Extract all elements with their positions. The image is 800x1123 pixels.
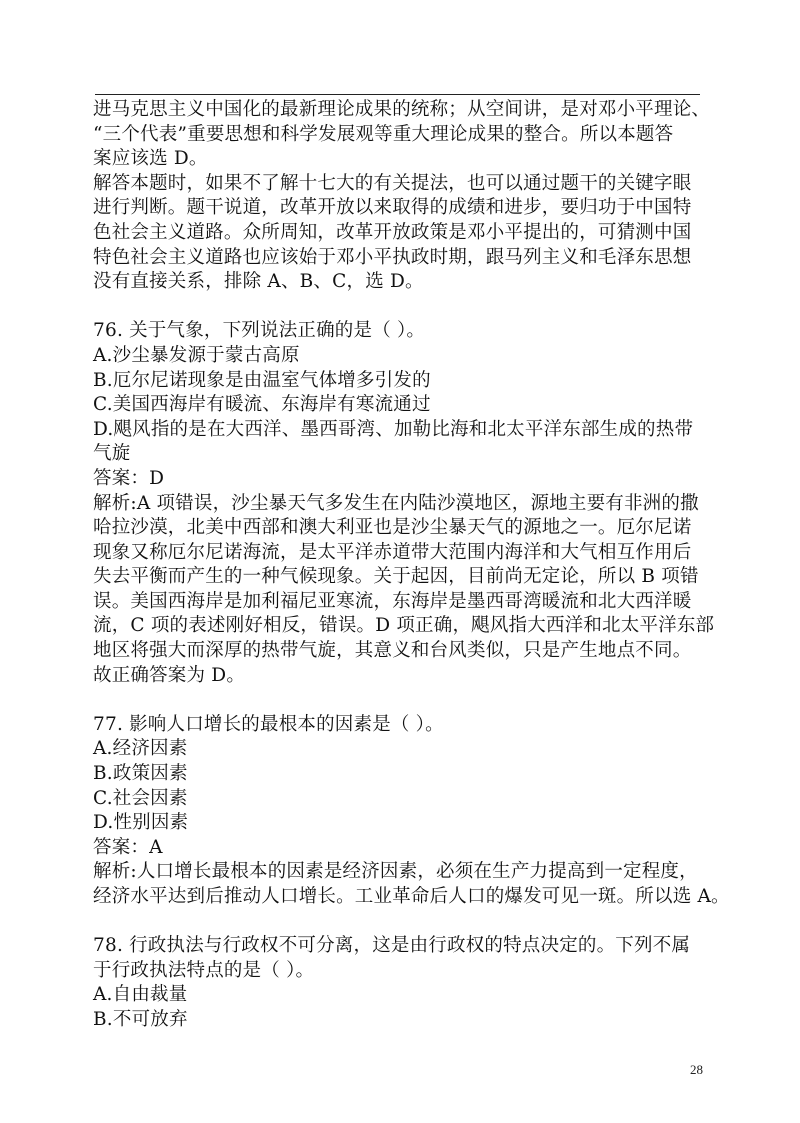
intro-section (93, 98, 711, 295)
text-line: 特色社会主义道路也应该始于邓小平执政时期，跟马列主义和毛泽东思想 (93, 246, 692, 268)
explanation-line: 经济水平达到后推动人口增长。工业革命后人口的爆发可见一斑。所以选 A。 (93, 886, 730, 907)
answer: 答案：D (93, 467, 165, 489)
question-76 (93, 319, 715, 688)
option-d: D.性别因素 (93, 812, 189, 834)
question-stem: 76. 关于气象，下列说法正确的是（ ）。 (93, 320, 426, 342)
text-line: 色社会主义道路。众所周知，改革开放政策是邓小平提出的，可猜测中国 (93, 221, 692, 243)
option-b: B.厄尔尼诺现象是由温室气体增多引发的 (93, 369, 431, 391)
answer: 答案：A (93, 836, 163, 858)
explanation-line: 误。美国西海岸是加利福尼亚寒流，东海岸是墨西哥湾暖流和北大西洋暖 (93, 590, 692, 612)
page-content (93, 98, 730, 1033)
top-rule (95, 94, 700, 95)
option-a: A.经济因素 (93, 738, 188, 760)
paragraph-gap (93, 295, 705, 320)
explanation-line: 失去平衡而产生的一种气候现象。关于起因，目前尚无定论，所以 B 项错 (93, 566, 699, 588)
option-b: B.政策因素 (93, 763, 188, 785)
explanation-line: 哈拉沙漠，北美中西部和澳大利亚也是沙尘暴天气的源地之一。厄尔尼诺 (93, 517, 692, 539)
page-number: 28 (690, 1062, 703, 1077)
explanation-line: 解析:人口增长最根本的因素是经济因素，必须在生产力提高到一定程度， (93, 861, 698, 883)
option-d: D.飓风指的是在大西洋、墨西哥湾、加勒比海和北太平洋东部生成的热带 (93, 418, 694, 440)
explanation-line: 流，C 项的表述刚好相反，错误。D 项正确，飓风指大西洋和北太平洋东部 (93, 615, 715, 637)
text-line: 进马克思主义中国化的最新理论成果的统称；从空间讲，是对邓小平理论、 (93, 99, 711, 120)
question-stem-continued: 于行政执法特点的是（ ）。 (93, 959, 315, 981)
text-line: 解答本题时，如果不了解十七大的有关提法，也可以通过题干的关键字眼 (93, 172, 692, 194)
option-c: C.社会因素 (93, 787, 188, 809)
paragraph-gap (93, 688, 705, 713)
question-stem: 78. 行政执法与行政权不可分离，这是由行政权的特点决定的。下列不属 (93, 935, 691, 957)
explanation-line: 解析:A 项错误，沙尘暴天气多发生在内陆沙漠地区，源地主要有非洲的撒 (93, 492, 699, 514)
option-d-continued: 气旋 (93, 443, 131, 465)
text-line: “三个代表”重要思想和科学发展观等重大理论成果的整合。所以本题答 (93, 123, 674, 145)
explanation-line: 地区将强大而深厚的热带气旋，其意义和台风类似，只是产生地点不同。 (93, 640, 692, 662)
question-stem: 77. 影响人口增长的最根本的因素是（ ）。 (93, 713, 444, 735)
option-a: A.沙尘暴发源于蒙古高原 (93, 344, 300, 366)
explanation-line: 现象又称厄尔尼诺海流，是太平洋赤道带大范围内海洋和大气相互作用后 (93, 541, 692, 563)
question-77 (93, 713, 730, 910)
option-a: A.自由裁量 (93, 984, 188, 1006)
paragraph-gap (93, 910, 705, 935)
explanation-line: 故正确答案为 D。 (93, 664, 246, 686)
question-78 (93, 934, 705, 1032)
option-c: C.美国西海岸有暖流、东海岸有寒流通过 (93, 394, 431, 416)
text-line: 进行判断。题干说道，改革开放以来取得的成绩和进步，要归功于中国特 (93, 197, 692, 219)
text-line: 没有直接关系，排除 A、B、C，选 D。 (93, 271, 424, 293)
text-line: 案应该选 D。 (93, 148, 208, 170)
option-b: B.不可放弃 (93, 1008, 188, 1030)
